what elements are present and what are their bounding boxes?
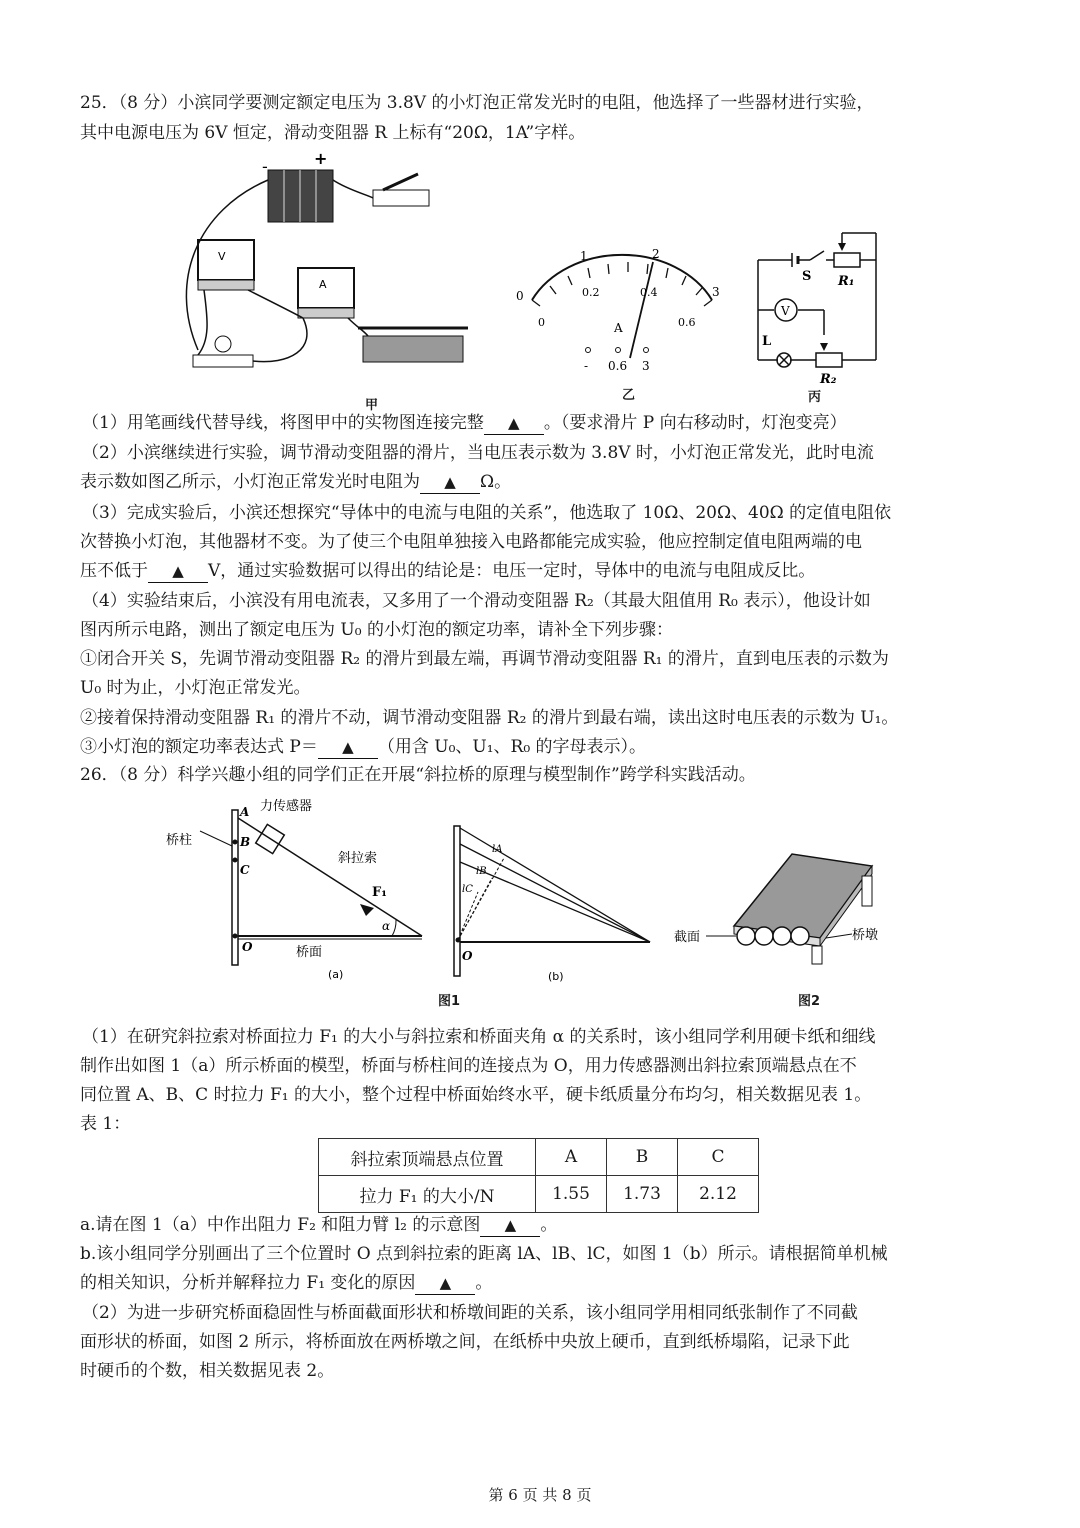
label-pillar: 桥柱 [166, 833, 193, 848]
fig-bing-caption: 丙 [808, 390, 822, 405]
svg-text:+: + [314, 150, 328, 168]
label-lB: lB [476, 866, 487, 877]
q26-p2a: （2）为进一步研究桥面稳固性与桥面截面形状和桥墩间距的关系，该小组同学用相同纸张制作了不同截 [82, 1303, 858, 1323]
q26-p2b: 面形状的桥面，如图 2 所示，将桥面放在两桥墩之间，在纸桥中央放上硬币，直到纸桥塌陷，记录下此 [80, 1332, 850, 1352]
term-3: 3 [642, 359, 650, 373]
dial-bot-0: 0 [538, 316, 545, 329]
label-alpha: α [382, 919, 391, 933]
fig2-caption: 图2 [798, 994, 821, 1009]
q26-qb1: b.该小组同学分别画出了三个位置时 O 点到斜拉索的距离 lA、lB、lC，如图 1（b）所示。请根据简单机械 [80, 1244, 888, 1264]
label-O: O [242, 940, 253, 954]
svg-text:V: V [218, 250, 226, 263]
dial-top-3: 3 [712, 285, 720, 299]
table-cell: 1.73 [607, 1176, 678, 1213]
q25-p2b: 表示数如图乙所示，小灯泡正常发光时电阻为 ▲ Ω。 [80, 472, 512, 492]
svg-text:-: - [262, 157, 268, 176]
table-row [319, 1176, 759, 1213]
table-header-cell: A [536, 1139, 607, 1176]
table-cell: 1.55 [536, 1176, 607, 1213]
dial-bot-04: 0.4 [640, 286, 658, 299]
table-header-cell: 斜拉索顶端悬点位置 [319, 1139, 536, 1176]
label-O-b: O [462, 949, 473, 963]
term-06: 0.6 [608, 359, 628, 373]
q25-step1a: ①闭合开关 S，先调节滑动变阻器 R₂ 的滑片到最左端，再调节滑动变阻器 R₁ 的滑片，直到电压表的示数为 [80, 649, 889, 669]
dial-bot-06: 0.6 [678, 316, 696, 329]
label-cable: 斜拉索 [338, 851, 378, 866]
label-sub-b: (b) [548, 970, 564, 983]
fig-yi-caption: 乙 [622, 388, 636, 403]
fig-jia-caption: 甲 [365, 398, 379, 413]
figure-jia [158, 150, 498, 395]
label-sub-a: (a) [328, 968, 344, 981]
answer-blank-1[interactable]: ▲ [484, 412, 544, 435]
figure-yi-ammeter [510, 248, 730, 378]
term-minus: - [584, 359, 589, 373]
figure-1a [160, 796, 430, 986]
r1-label: R₁ [838, 274, 855, 289]
figure-2 [672, 838, 892, 968]
fig1-caption: 图1 [438, 994, 461, 1009]
answer-blank-4[interactable]: ▲ [318, 736, 378, 759]
label-lA: lA [492, 844, 503, 855]
answer-blank-5[interactable]: ▲ [480, 1214, 540, 1237]
q25-p2a: （2）小滨继续进行实验，调节滑动变阻器的滑片，当电压表示数为 3.8V 时，小灯泡正常发光，此时电流 [82, 443, 874, 463]
label-section: 截面 [674, 930, 701, 945]
label-deck: 桥面 [296, 945, 323, 960]
dial-top-0: 0 [516, 289, 524, 303]
label-B: B [240, 835, 251, 849]
label-lC: lC [462, 884, 473, 895]
answer-blank-2[interactable]: ▲ [420, 471, 480, 494]
q25-p3a: （3）完成实验后，小滨还想探究“导体中的电流与电阻的关系”，他选取了 10Ω、20Ω、40Ω 的定值电阻依 [82, 503, 892, 523]
dial-unit: A [614, 321, 623, 335]
q26-p1c: 同位置 A、B、C 时拉力 F₁ 的大小，整个过程中桥面始终水平，硬卡纸质量分布均匀，相关数据见表 1。 [80, 1085, 872, 1105]
dial-top-1: 1 [580, 249, 588, 263]
q25-p1: （1）用笔画线代替导线，将图甲中的实物图连接完整 ▲ 。（要求滑片 P 向右移动时，灯泡变亮） [82, 413, 847, 433]
q26-p1b: 制作出如图 1（a）所示桥面的模型，桥面与桥柱间的连接点为 O，用力传感器测出斜拉索顶端悬点在不 [80, 1056, 857, 1076]
q25-p4a: （4）实验结束后，小滨没有用电流表，又多用了一个滑动变阻器 R₂（其最大阻值用 R₀ 表示），他设计如 [82, 591, 871, 611]
table-header-cell: C [678, 1139, 759, 1176]
q25-step2: ②接着保持滑动变阻器 R₁ 的滑片不动，调节滑动变阻器 R₂ 的滑片到最右端，读出这时电压表的示数为 U₁。 [80, 708, 899, 728]
label-C: C [240, 863, 250, 877]
figure-1b [440, 818, 660, 988]
q25-line1: 25．（8 分）小滨同学要测定额定电压为 3.8V 的小灯泡正常发光时的电阻，他选择了一些器材进行实验， [80, 93, 874, 113]
table-row [319, 1139, 759, 1176]
q26-line1: 26．（8 分）科学兴趣小组的同学们正在开展“斜拉桥的原理与模型制作”跨学科实践活动。 [80, 765, 756, 785]
dial-bot-02: 0.2 [582, 286, 600, 299]
switch-label: S [802, 269, 812, 284]
q25-line2: 其中电源电压为 6V 恒定，滑动变阻器 R 上标有“20Ω，1A”字样。 [80, 123, 586, 143]
r2-label: R₂ [820, 372, 837, 387]
table-cell: 拉力 F₁ 的大小/N [319, 1176, 536, 1213]
answer-blank-6[interactable]: ▲ [415, 1272, 475, 1295]
voltmeter-label: V [781, 304, 790, 318]
label-A: A [240, 805, 250, 819]
table-title: 表 1： [80, 1114, 131, 1134]
q26-p1a: （1）在研究斜拉索对桥面拉力 F₁ 的大小与斜拉索和桥面夹角 α 的关系时，该小组同学利用硬卡纸和细线 [82, 1027, 876, 1047]
q25-step1b: U₀ 时为止，小灯泡正常发光。 [80, 678, 311, 698]
table-header-cell: B [607, 1139, 678, 1176]
svg-text:A: A [319, 278, 327, 291]
q25-step3: ③小灯泡的额定功率表达式 P＝ ▲ （用含 U₀、U₁、R₀ 的字母表示）。 [80, 737, 647, 757]
page-footer: 第 6 页 共 8 页 [488, 1486, 592, 1504]
table-cell: 2.12 [678, 1176, 759, 1213]
label-pier: 桥墩 [852, 928, 879, 943]
q26-p2c: 时硬币的个数，相关数据见表 2。 [80, 1361, 335, 1381]
q26-qa: a.请在图 1（a）中作出阻力 F₂ 和阻力臂 l₂ 的示意图 ▲ 。 [80, 1215, 558, 1235]
lamp-label: L [762, 334, 772, 349]
q26-qb2: 的相关知识，分析并解释拉力 F₁ 变化的原因 ▲ 。 [80, 1273, 493, 1293]
table-1 [318, 1138, 759, 1213]
dial-top-2: 2 [652, 248, 660, 261]
label-F1: F₁ [372, 885, 387, 900]
q25-p3c: 压不低于 ▲ V，通过实验数据可以得出的结论是：电压一定时，导体中的电流与电阻成反比。 [80, 561, 816, 581]
answer-blank-3[interactable]: ▲ [148, 560, 208, 583]
q25-p4b: 图丙所示电路，测出了额定电压为 U₀ 的小灯泡的额定功率，请补全下列步骤： [80, 620, 673, 640]
figure-bing-circuit [748, 225, 888, 390]
q25-p3b: 次替换小灯泡，其他器材不变。为了使三个电阻单独接入电路都能完成实验，他应控制定值电阻两端的电 [80, 532, 862, 552]
label-sensor: 力传感器 [260, 799, 313, 814]
